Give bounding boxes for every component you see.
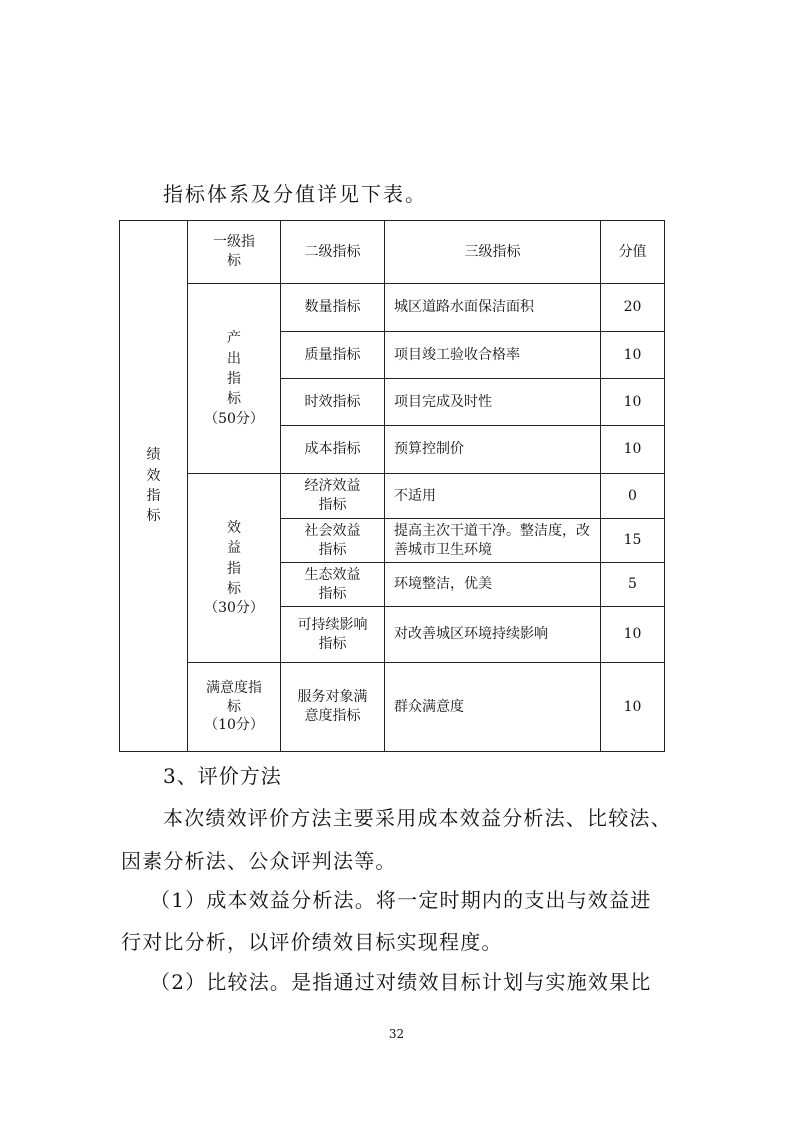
level2-cell: 服务对象满意度指标 bbox=[281, 663, 385, 752]
header-level1: 一级指标 bbox=[188, 221, 281, 284]
root-label: 绩效指标 bbox=[146, 447, 161, 525]
score-cell: 10 bbox=[601, 607, 665, 663]
group-label: 满意度指标 bbox=[206, 679, 262, 715]
body-paragraph-line: 本次绩效评价方法主要采用成本效益分析法、比较法、 bbox=[163, 806, 672, 830]
table-row bbox=[120, 474, 665, 519]
score-cell: 0 bbox=[601, 474, 665, 519]
level2-cell: 可持续影响指标 bbox=[281, 607, 385, 663]
header-level3: 三级指标 bbox=[385, 221, 601, 284]
level2-cell: 成本指标 bbox=[281, 426, 385, 474]
indicator-table bbox=[119, 220, 665, 752]
level2-cell: 经济效益指标 bbox=[281, 474, 385, 519]
body-paragraph-line: （1）成本效益分析法。将一定时期内的支出与效益进 bbox=[150, 888, 652, 912]
body-paragraph-line: 行对比分析，以评价绩效目标实现程度。 bbox=[121, 930, 503, 954]
score-cell: 20 bbox=[601, 284, 665, 332]
score-cell: 10 bbox=[601, 332, 665, 379]
table-row bbox=[120, 663, 665, 752]
table-root-cell bbox=[120, 221, 188, 752]
level3-cell: 群众满意度 bbox=[385, 663, 601, 752]
score-cell: 10 bbox=[601, 379, 665, 426]
level3-cell: 项目竣工验收合格率 bbox=[385, 332, 601, 379]
table-header-row bbox=[120, 221, 665, 284]
table-row bbox=[120, 284, 665, 332]
score-cell: 5 bbox=[601, 563, 665, 607]
score-cell: 10 bbox=[601, 663, 665, 752]
level2-cell: 时效指标 bbox=[281, 379, 385, 426]
group-label: 产出指标 bbox=[227, 330, 241, 408]
group-points: （10分） bbox=[204, 717, 264, 734]
section-heading: 3、评价方法 bbox=[163, 764, 282, 788]
level2-cell: 数量指标 bbox=[281, 284, 385, 332]
level3-cell: 不适用 bbox=[385, 474, 601, 519]
body-paragraph-line: （2）比较法。是指通过对绩效目标计划与实施效果比 bbox=[150, 970, 652, 994]
group-label: 效益指标 bbox=[227, 519, 241, 597]
level3-cell: 提高主次干道干净。整洁度，改善城市卫生环境 bbox=[385, 519, 601, 563]
level3-cell: 项目完成及时性 bbox=[385, 379, 601, 426]
header-score: 分值 bbox=[601, 221, 665, 284]
score-cell: 10 bbox=[601, 426, 665, 474]
page-number: 32 bbox=[388, 1027, 405, 1041]
intro-text: 指标体系及分值详见下表。 bbox=[163, 182, 427, 206]
group-points: （50分） bbox=[204, 410, 264, 427]
header-level2: 二级指标 bbox=[281, 221, 385, 284]
group-points: （30分） bbox=[204, 600, 264, 617]
group-output-cell bbox=[188, 284, 281, 474]
score-cell: 15 bbox=[601, 519, 665, 563]
body-paragraph-line: 因素分析法、公众评判法等。 bbox=[121, 849, 397, 873]
level3-cell: 环境整洁，优美 bbox=[385, 563, 601, 607]
level3-cell: 城区道路水面保洁面积 bbox=[385, 284, 601, 332]
level2-cell: 生态效益指标 bbox=[281, 563, 385, 607]
level2-cell: 质量指标 bbox=[281, 332, 385, 379]
level3-cell: 对改善城区环境持续影响 bbox=[385, 607, 601, 663]
group-benefit-cell bbox=[188, 474, 281, 663]
level2-cell: 社会效益指标 bbox=[281, 519, 385, 563]
group-satisfaction-cell bbox=[188, 663, 281, 752]
level3-cell: 预算控制价 bbox=[385, 426, 601, 474]
